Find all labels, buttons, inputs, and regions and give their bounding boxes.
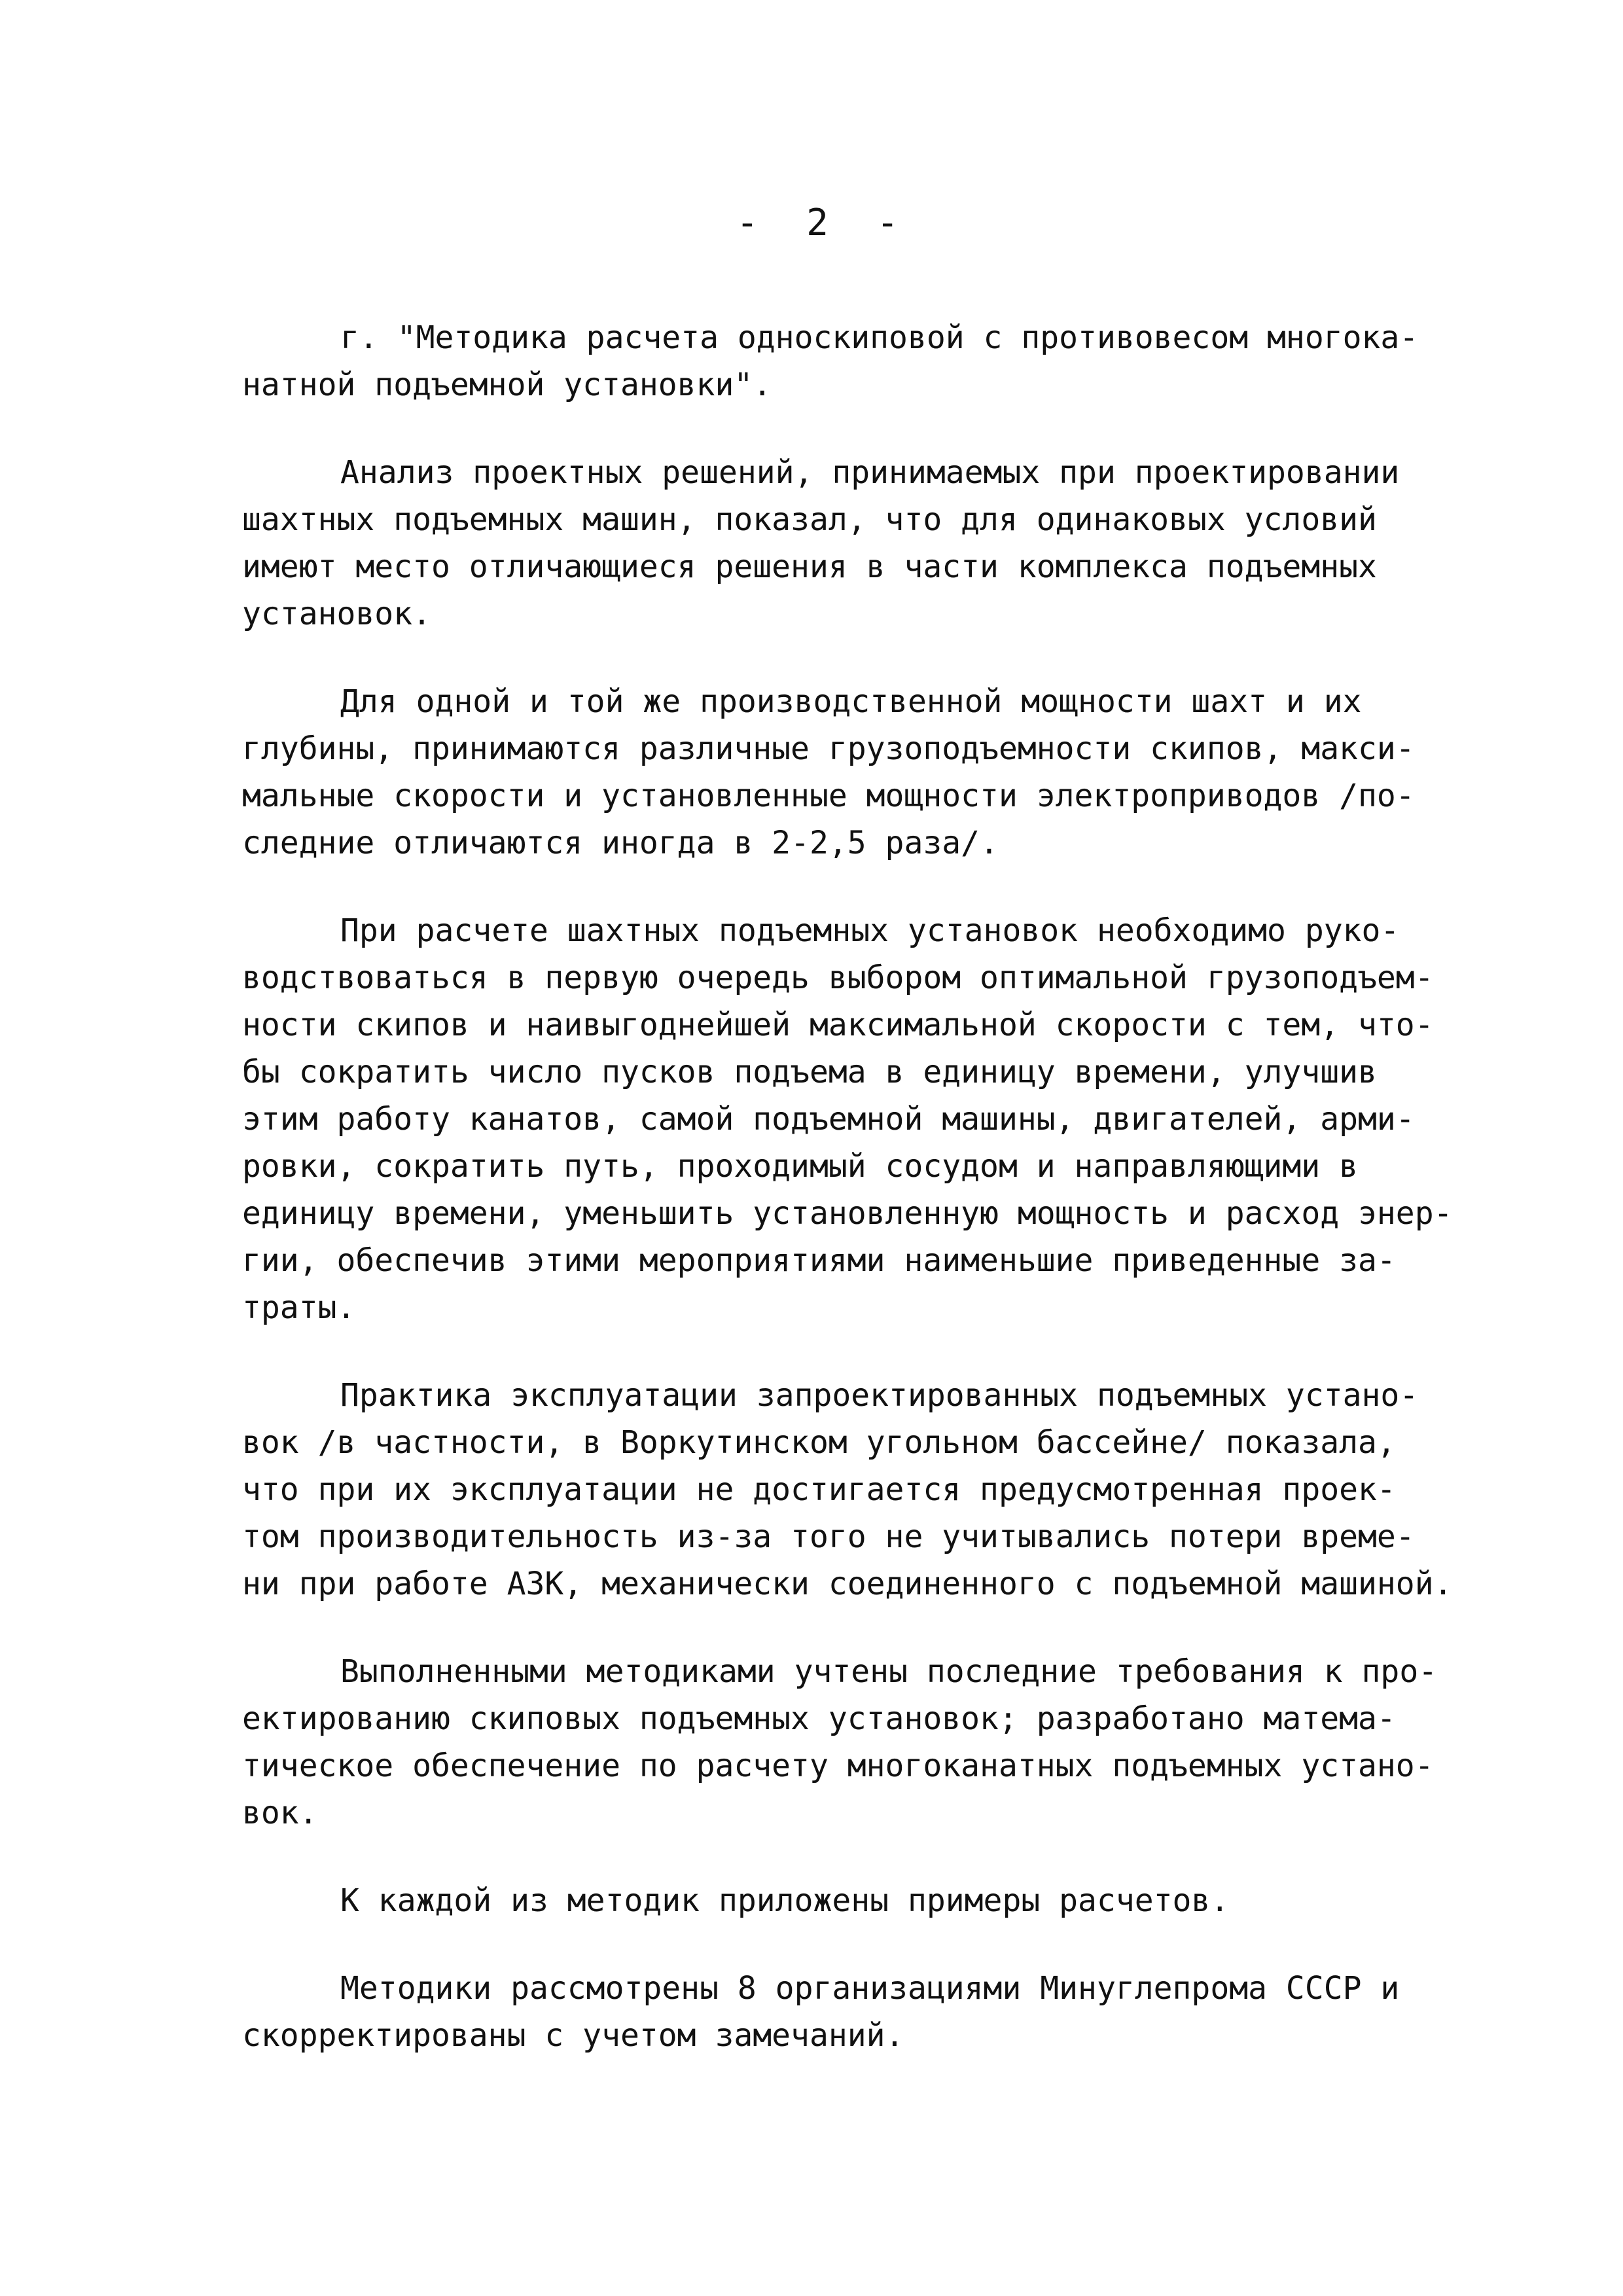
text-line: При расчете шахтных подъемных установок необходимо руко- [340,912,1400,949]
text-line: мальные скорости и установленные мощности электроприводов /по- [242,778,1415,814]
text-line: том производительность из-за того не учитывались потери време- [242,1518,1415,1555]
text-line: Методики рассмотрены 8 организациями Минуглепрома СССР и [340,1970,1400,2007]
text-line: вок /в частности, в Воркутинском угольном бассейне/ показала, [242,1424,1396,1461]
text-line: Анализ проектных решений, принимаемых при проектировании [340,454,1400,491]
text-line: скорректированы с учетом замечаний. [242,2017,904,2054]
text-line: ектированию скиповых подъемных установок; разработано матема- [242,1700,1396,1737]
text-line: натной подъемной установки". [242,367,772,403]
text-line: бы сократить число пусков подъема в единицу времени, улучшив [242,1054,1377,1090]
text-line: что при их эксплуатации не достигается предусмотренная проек- [242,1471,1396,1508]
paragraph-calculation [242,907,1453,1331]
text-line: ровки, сократить путь, проходимый сосудом и направляющими в [242,1148,1359,1185]
paragraph-practice [242,1372,1453,1607]
text-line: водствоваться в первую очередь выбором оптимальной грузоподъем- [242,960,1434,996]
text-line: Для одной и той же производственной мощности шахт и их [340,683,1362,720]
text-line: тическое обеспечение по расчету многоканатных подъемных устано- [242,1748,1434,1784]
text-line: траты. [242,1289,356,1326]
text-line: установок. [242,596,431,632]
text-line: единицу времени, уменьшить установленную мощность и расход энер- [242,1195,1453,1232]
text-line: Практика эксплуатации запроектированных подъемных устано- [340,1377,1419,1414]
paragraph-item-g [242,314,1453,408]
text-line: имеют место отличающиеся решения в части комплекса подъемных [242,548,1377,585]
text-line: ни при работе АЗК, механически соединенного с подъемной машиной. [242,1566,1453,1602]
page-number: - 2 - [736,202,900,244]
text-line: г. "Методика расчета односкиповой с противовесом многока- [340,319,1419,356]
text-line: ности скипов и наивыгоднейшей максимальной скорости с тем, что- [242,1007,1434,1043]
text-line: глубины, принимаются различные грузоподъемности скипов, макси- [242,730,1415,767]
paragraph-review [242,1965,1453,2059]
paragraph-examples [242,1877,1453,1924]
text-line: К каждой из методик приложены примеры расчетов. [340,1882,1230,1919]
paragraph-analysis [242,449,1453,637]
text-line: гии, обеспечив этими мероприятиями наименьшие приведенные за- [242,1242,1396,1279]
text-line: вок. [242,1795,318,1831]
body-text [242,314,1453,2100]
paragraph-capacity [242,678,1453,867]
paragraph-methods-done [242,1648,1453,1837]
text-line: Выполненными методиками учтены последние требования к про- [340,1653,1438,1690]
text-line: следние отличаются иногда в 2-2,5 раза/. [242,825,999,861]
text-line: шахтных подъемных машин, показал, что для одинаковых условий [242,501,1377,538]
text-line: этим работу канатов, самой подъемной машины, двигателей, арми- [242,1101,1415,1138]
